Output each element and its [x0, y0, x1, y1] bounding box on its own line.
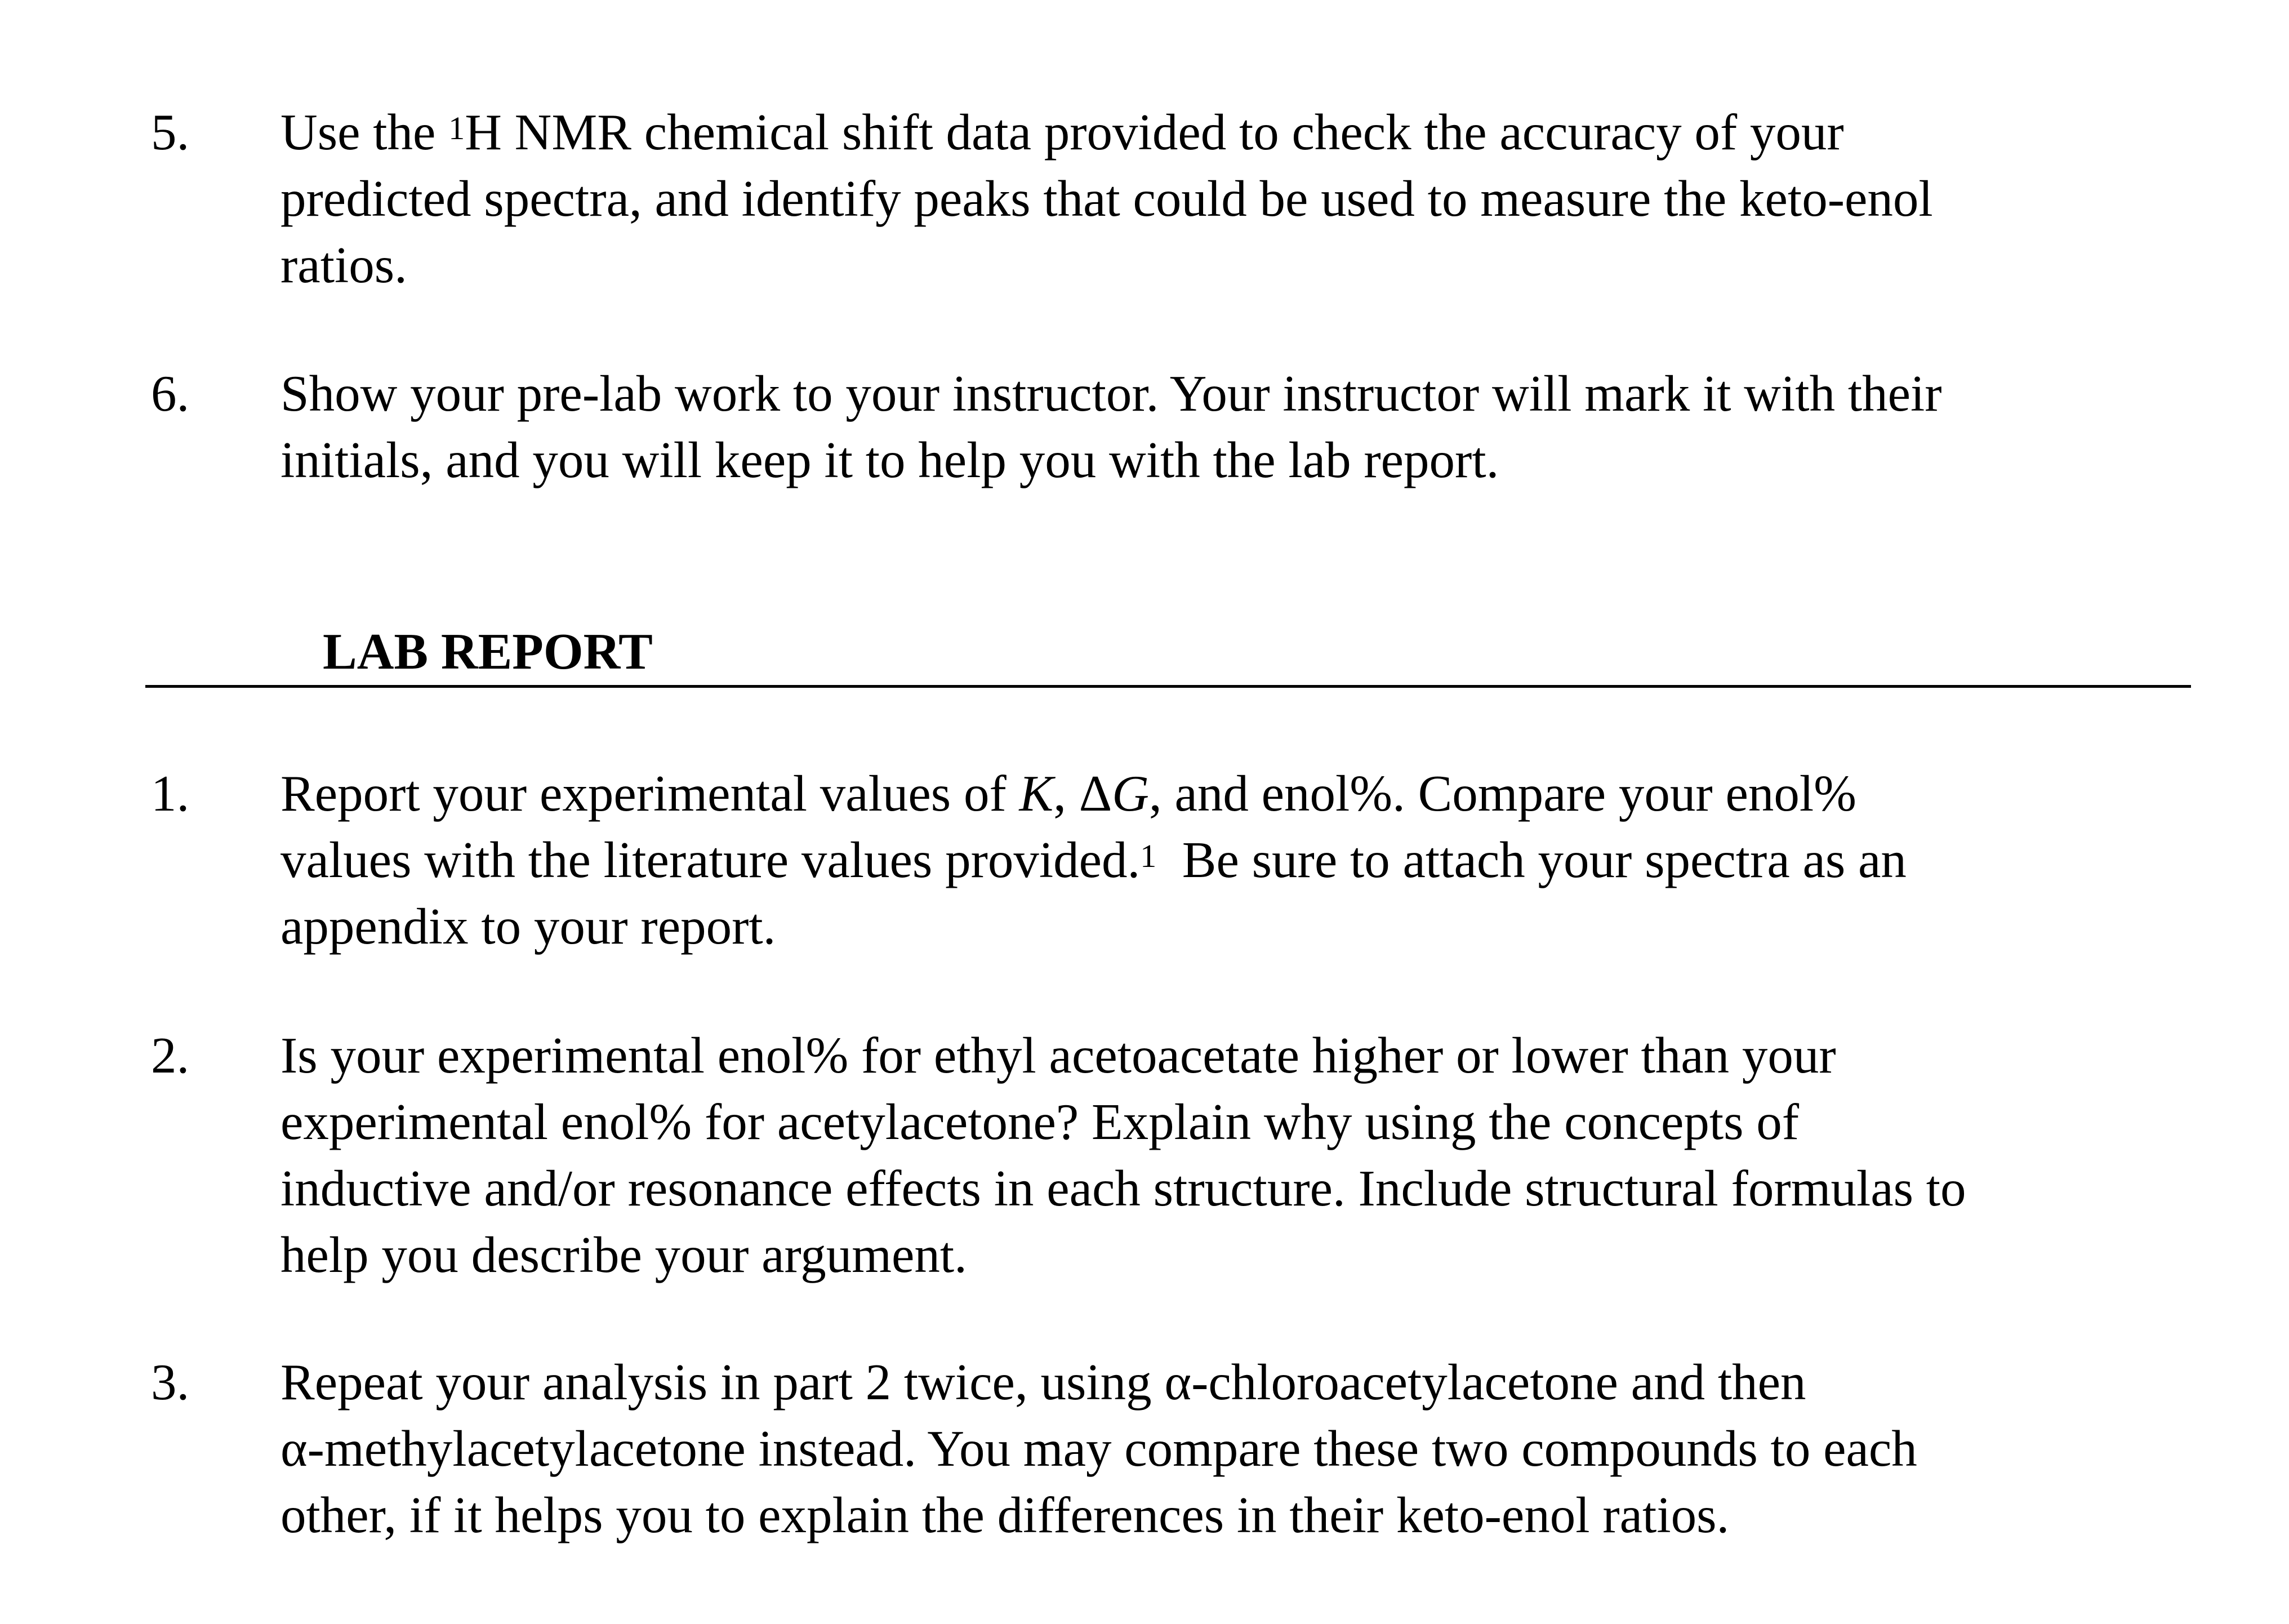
text-run: Report your experimental values of [280, 765, 1019, 822]
heading-rule [145, 685, 2191, 688]
text-line [280, 760, 2196, 827]
text-run: H NMR chemical shift data provided to check the accuracy of your [465, 104, 1844, 161]
item-number: 5. [151, 104, 190, 161]
variable-g: G [1112, 765, 1149, 822]
text-run: Use the [280, 104, 449, 161]
item-number: 1. [151, 765, 190, 822]
superscript: 1 [448, 110, 465, 146]
item-text [280, 760, 2196, 960]
text-line: Is your experimental enol% for ethyl acetoacetate higher or lower than your [280, 1027, 1836, 1084]
text-run: Be sure to attach your spectra as an [1156, 831, 1907, 888]
text-line: help you describe your argument. [280, 1226, 967, 1283]
text-run: values with the literature values provided. [280, 831, 1141, 888]
text-line: Show your pre-lab work to your instructor. Your instructor will mark it with their [280, 365, 1942, 422]
item-text [280, 361, 2196, 493]
text-line: Repeat your analysis in part 2 twice, using α-chloroacetylacetone and then [280, 1354, 1806, 1411]
footnote-reference: 1 [1140, 838, 1157, 874]
text-run: , Δ [1053, 765, 1112, 822]
text-line: appendix to your report. [280, 898, 776, 955]
text-line: ratios. [280, 237, 407, 293]
item-number: 6. [151, 365, 190, 422]
text-line: experimental enol% for acetylacetone? Explain why using the concepts of [280, 1093, 1800, 1150]
text-line: inductive and/or resonance effects in each structure. Include structural formulas to [280, 1160, 1966, 1217]
item-text [280, 1349, 2196, 1549]
text-line: initials, and you will keep it to help you with the lab report. [280, 431, 1499, 488]
item-text [280, 1022, 2196, 1288]
section-heading: LAB REPORT [323, 623, 653, 680]
text-line: predicted spectra, and identify peaks that could be used to measure the keto-enol [280, 170, 1933, 227]
item-number: 3. [151, 1354, 190, 1411]
text-run: , and enol%. Compare your enol% [1148, 765, 1856, 822]
item-text [280, 99, 2196, 299]
text-line [280, 99, 2196, 166]
text-line: other, if it helps you to explain the differences in their keto-enol ratios. [280, 1487, 1730, 1543]
item-number: 2. [151, 1027, 190, 1084]
text-line: α-methylacetylacetone instead. You may compare these two compounds to each [280, 1420, 1917, 1477]
text-line [280, 827, 2196, 893]
variable-k: K [1019, 765, 1054, 822]
